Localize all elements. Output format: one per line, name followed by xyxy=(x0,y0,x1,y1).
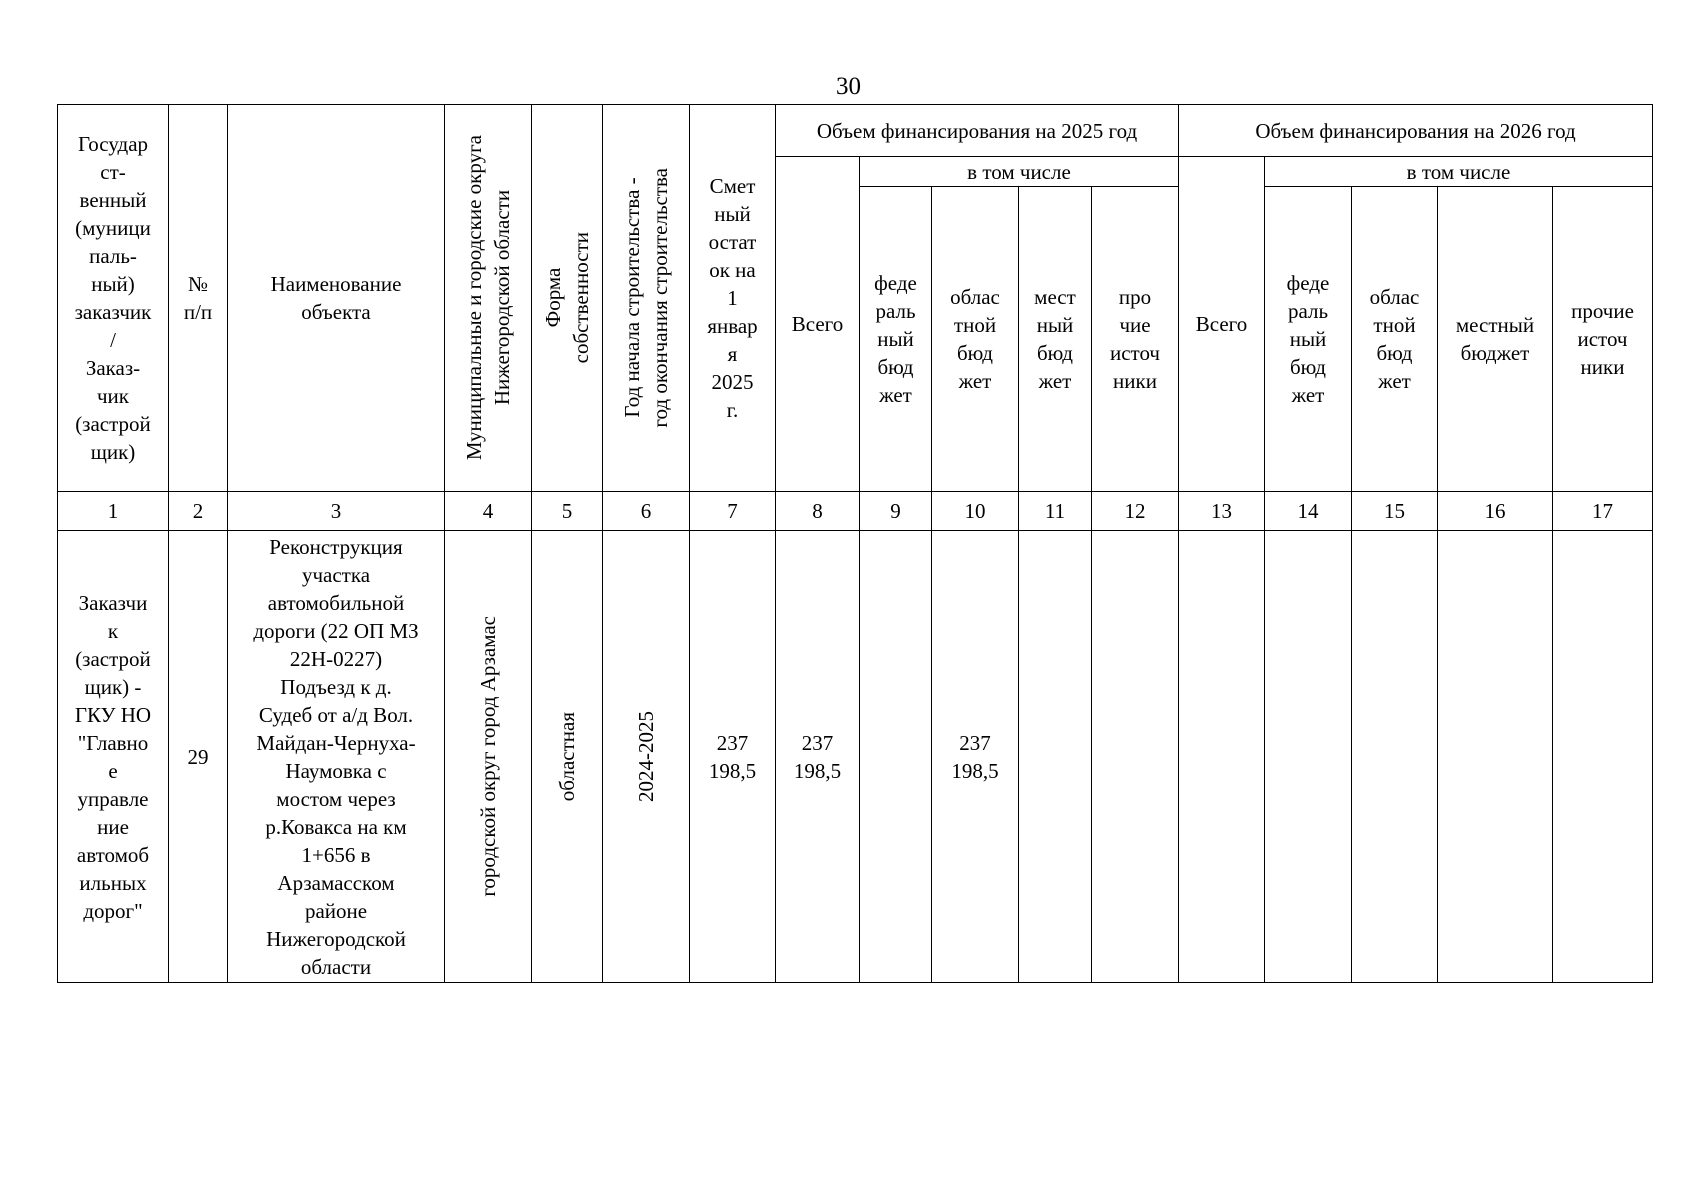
column-number-row xyxy=(58,492,1653,531)
row-estimate-remainder: 237 198,5 xyxy=(690,531,776,983)
header-loc-2025: мест ный бюд жет xyxy=(1019,187,1092,492)
row-customer: Заказчи к (застрой щик) - ГКУ НО "Главно е управле ние автомоб ильных дорог" xyxy=(58,531,169,983)
financing-table xyxy=(57,104,1653,983)
column-number: 4 xyxy=(445,492,532,531)
row-years-cell xyxy=(603,531,690,983)
row-number: 29 xyxy=(169,531,228,983)
page-number: 30 xyxy=(836,73,861,100)
row-reg-2025: 237 198,5 xyxy=(932,531,1019,983)
header-object-name: Наименование объекта xyxy=(228,105,445,492)
row-ownership: областная xyxy=(555,711,579,802)
row-loc-2025 xyxy=(1019,531,1092,983)
header-number: № п/п xyxy=(169,105,228,492)
header-total-2025: Всего xyxy=(776,157,860,492)
column-number: 2 xyxy=(169,492,228,531)
column-number: 8 xyxy=(776,492,860,531)
row-oth-2026 xyxy=(1553,531,1653,983)
header-total-2026: Всего xyxy=(1179,157,1265,492)
row-municipality-cell xyxy=(445,531,532,983)
header-customer: Государ ст- венный (муници паль- ный) заказчик / Заказ- чик (застрой щик) xyxy=(58,105,169,492)
column-number: 5 xyxy=(532,492,603,531)
column-number: 16 xyxy=(1438,492,1553,531)
header-estimate-remainder: Смет ный остат ок на 1 январ я 2025 г. xyxy=(690,105,776,492)
header-oth-2025: про чие источ ники xyxy=(1092,187,1179,492)
column-number: 3 xyxy=(228,492,445,531)
header-reg-2025: облас тной бюд жет xyxy=(932,187,1019,492)
header-group-2025: Объем финансирования на 2025 год xyxy=(776,105,1179,157)
column-number: 6 xyxy=(603,492,690,531)
header-fed-2025: феде раль ный бюд жет xyxy=(860,187,932,492)
header-years-cell xyxy=(603,105,690,492)
header-group-2026: Объем финансирования на 2026 год xyxy=(1179,105,1653,157)
column-number: 11 xyxy=(1019,492,1092,531)
row-fed-2026 xyxy=(1265,531,1352,983)
row-object-name: Реконструкция участка автомобильной дороги (22 ОП МЗ 22Н-0227) Подъезд к д. Судеб от а/д Вол. Майдан-Чернуха- Наумовка с мостом через р.Ковакса на км 1+656 в Арзамасском районе Нижегородской области xyxy=(228,531,445,983)
row-loc-2026 xyxy=(1438,531,1553,983)
row-municipality: городской округ город Арзамас xyxy=(476,616,500,897)
header-ownership: Форма собственности xyxy=(541,232,593,364)
row-fed-2025 xyxy=(860,531,932,983)
column-number: 13 xyxy=(1179,492,1265,531)
header-ownership-cell xyxy=(532,105,603,492)
header-fed-2026: феде раль ный бюд жет xyxy=(1265,187,1352,492)
column-number: 12 xyxy=(1092,492,1179,531)
column-number: 14 xyxy=(1265,492,1352,531)
header-oth-2026: прочие источ ники xyxy=(1553,187,1653,492)
row-years: 2024-2025 xyxy=(634,711,658,802)
column-number: 1 xyxy=(58,492,169,531)
column-number: 9 xyxy=(860,492,932,531)
header-incl-2025: в том числе xyxy=(860,157,1179,187)
column-number: 7 xyxy=(690,492,776,531)
row-reg-2026 xyxy=(1352,531,1438,983)
column-number: 15 xyxy=(1352,492,1438,531)
header-row-1 xyxy=(58,105,1653,157)
column-number: 10 xyxy=(932,492,1019,531)
header-years: Год начала строительства - год окончания строительства xyxy=(620,168,672,428)
header-reg-2026: облас тной бюд жет xyxy=(1352,187,1438,492)
table-row xyxy=(58,531,1653,983)
row-total-2025: 237 198,5 xyxy=(776,531,860,983)
column-number: 17 xyxy=(1553,492,1653,531)
header-incl-2026: в том числе xyxy=(1265,157,1653,187)
header-municipality: Муниципальные и городские округа Нижегородской области xyxy=(462,135,514,461)
row-total-2026 xyxy=(1179,531,1265,983)
header-loc-2026: местный бюджет xyxy=(1438,187,1553,492)
row-ownership-cell xyxy=(532,531,603,983)
row-oth-2025 xyxy=(1092,531,1179,983)
header-municipality-cell xyxy=(445,105,532,492)
